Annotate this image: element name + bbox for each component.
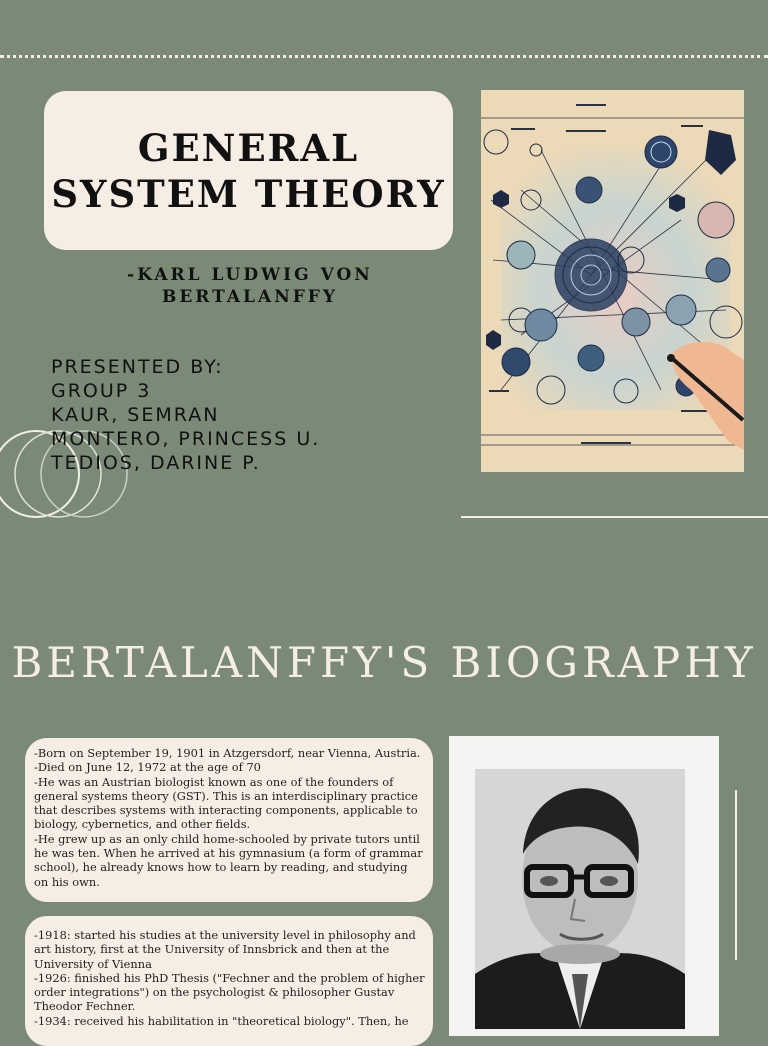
horizontal-divider	[461, 516, 768, 518]
presenter-name: MONTERO, PRINCESS U.	[51, 428, 321, 450]
bio-paragraph: -He grew up as an only child home-schooled by private tutors until he was ten. When he arrived at his gymnasium (a form of grammar school), he already knows how to learn by reading, and studying on his own.	[34, 831, 423, 889]
bio-paragraph: -He was an Austrian biologist known as one of the founders of general systems theory (GST). This is an interdisciplinary practice that describes systems with interacting components, applicable to biology, cybernetics, and other fields.	[34, 774, 418, 832]
presented-by-label: PRESENTED BY:	[51, 356, 224, 378]
systems-network-illustration	[481, 90, 744, 472]
presenter-name: KAUR, SEMRAN	[51, 404, 220, 426]
vertical-divider	[735, 790, 737, 960]
bio-paragraph: -Died on June 12, 1972 at the age of 70	[34, 760, 261, 775]
bio-paragraph: -Born on September 19, 1901 in Atzgersdorf, near Vienna, Austria.	[34, 746, 421, 760]
portrait-photo	[475, 769, 685, 1029]
biography-card-timeline	[25, 916, 433, 1046]
page-title: GENERAL SYSTEM THEORY	[51, 125, 446, 216]
bio-paragraph: -1926: finished his PhD Thesis ("Fechner and the problem of higher order integrations") on the psychologist & philosopher Gustav Theodor Fechner.	[34, 970, 425, 1014]
biography-heading: BERTALANFFY'S BIOGRAPHY	[11, 638, 757, 687]
presenter-name: TEDIOS, DARINE P.	[51, 452, 261, 474]
group-name: GROUP 3	[51, 380, 152, 402]
dotted-divider	[0, 55, 768, 58]
presenters-list	[51, 355, 320, 475]
title-card	[44, 91, 453, 250]
biography-card-early-life	[25, 738, 433, 902]
author-line-2: BERTALANFFY	[161, 287, 339, 307]
bio-paragraph: -1918: started his studies at the university level in philosophy and art history, first at the University of Innsbrick and then at the University of Vienna	[34, 928, 416, 971]
author-name	[90, 264, 410, 308]
bio-paragraph: -1934: received his habilitation in "theoretical biology". Then, he	[34, 1013, 409, 1028]
author-line-1: -KARL LUDWIG VON	[127, 265, 373, 285]
